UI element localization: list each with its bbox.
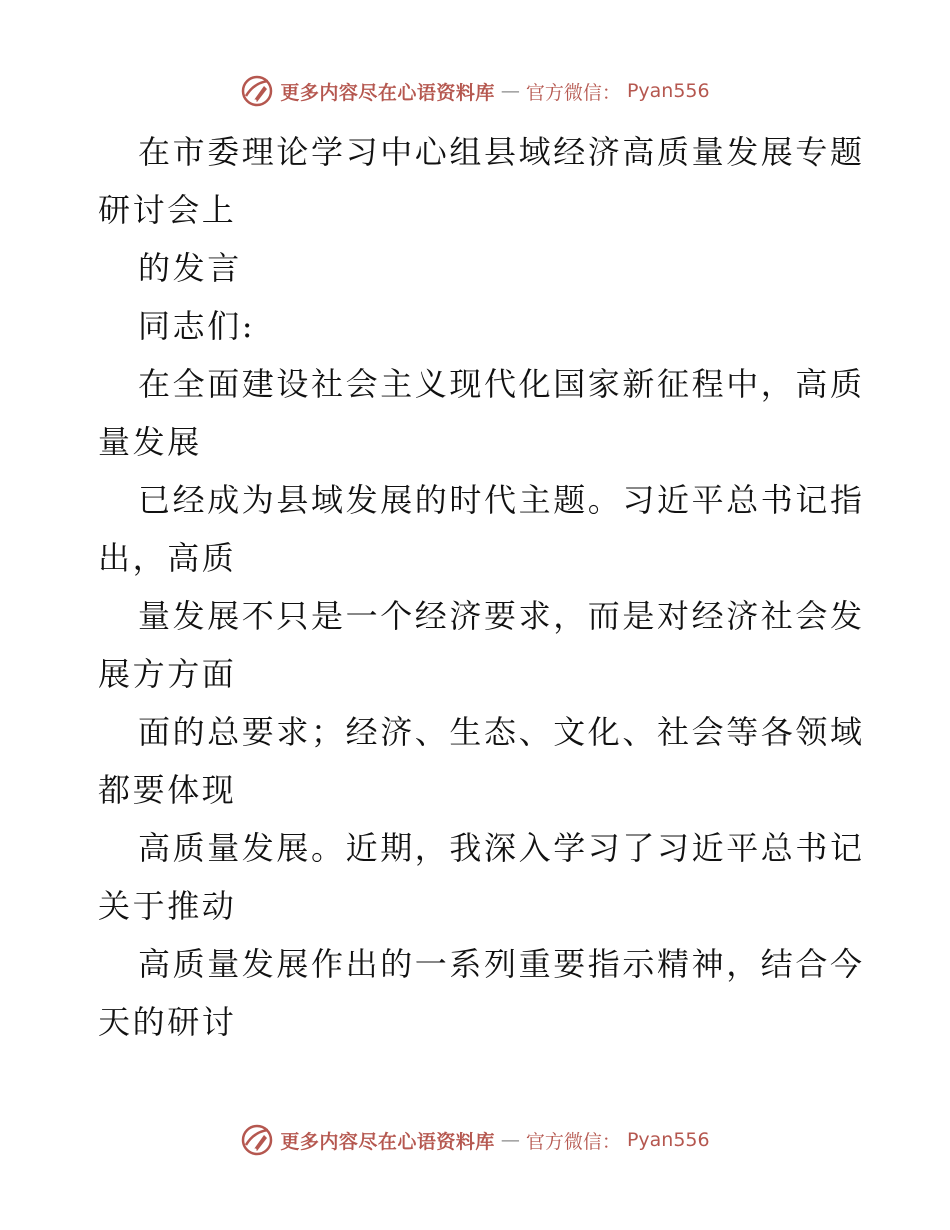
footer-banner-text: 更多内容尽在心语资料库: [280, 1130, 495, 1153]
header-banner: [0, 71, 950, 111]
paragraph-line: 高质量发展作出的一系列重要指示精神，结合今: [138, 945, 865, 983]
footer-banner: [0, 1120, 950, 1160]
salutation: 同志们:: [138, 307, 256, 345]
footer-banner-dash: —: [500, 1129, 520, 1151]
paragraph-line: 量发展: [98, 423, 202, 461]
paragraph-line: 都要体现: [98, 771, 237, 809]
pen-logo-icon: [240, 74, 274, 108]
footer-banner-contact-label: 官方微信：: [525, 1130, 621, 1153]
paragraph-line: 出，高质: [98, 539, 237, 577]
title-line-3: 的发言: [138, 249, 242, 287]
footer-banner-contact-id: Pyan556: [626, 1129, 710, 1151]
header-banner-contact-id: Pyan556: [626, 80, 710, 102]
header-banner-dash: —: [500, 80, 520, 102]
paragraph-line: 展方方面: [98, 655, 237, 693]
paragraph-line: 量发展不只是一个经济要求，而是对经济社会发: [138, 597, 865, 635]
paragraph-line: 关于推动: [98, 887, 237, 925]
paragraph-line: 天的研讨: [98, 1003, 237, 1041]
paragraph-line: 已经成为县域发展的时代主题。习近平总书记指: [138, 481, 865, 519]
paragraph-line: 面的总要求；经济、生态、文化、社会等各领域: [138, 713, 865, 751]
pen-logo-icon: [240, 1123, 274, 1157]
paragraph-line: 高质量发展。近期，我深入学习了习近平总书记: [138, 829, 865, 867]
title-line-2: 研讨会上: [98, 191, 237, 229]
document-body: [98, 123, 865, 1051]
paragraph-line: 在全面建设社会主义现代化国家新征程中，高质: [138, 365, 865, 403]
header-banner-text: 更多内容尽在心语资料库: [280, 81, 495, 104]
title-line-1: 在市委理论学习中心组县域经济高质量发展专题: [138, 133, 865, 171]
header-banner-contact-label: 官方微信：: [525, 81, 621, 104]
